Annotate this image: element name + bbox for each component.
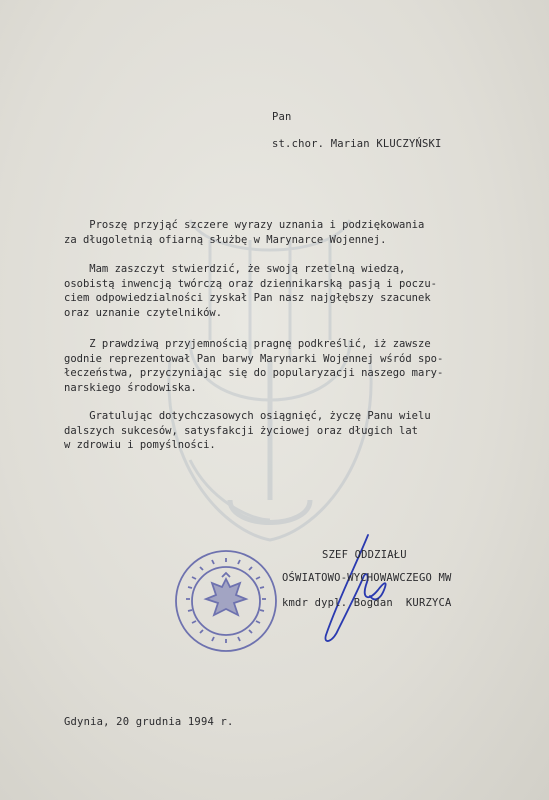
paragraph-line: łeczeństwa, przyczyniając się do popularyzacji naszego mary- bbox=[64, 367, 444, 379]
recipient-name: st.chor. Marian KLUCZYŃSKI bbox=[272, 138, 442, 150]
paragraph-line: ciem odpowiedzialności zyskał Pan nasz najgłębszy szacunek bbox=[64, 292, 431, 304]
paragraph-line: Mam zaszczyt stwierdzić, że swoją rzetelną wiedzą, bbox=[64, 263, 406, 275]
signature-title-line1: SZEF ODDZIAŁU bbox=[322, 549, 407, 561]
paragraph-4 bbox=[64, 409, 484, 453]
paragraph-line: godnie reprezentował Pan barwy Marynarki Wojennej wśród spo- bbox=[64, 352, 444, 365]
paragraph-line: Proszę przyjąć szczere wyrazy uznania i podziękowania bbox=[64, 219, 425, 231]
paragraph-3 bbox=[64, 337, 484, 395]
paragraph-line: za długoletnią ofiarną służbę w Marynarce Wojennej. bbox=[64, 233, 387, 246]
paragraph-line: narskiego środowiska. bbox=[64, 381, 197, 394]
paragraph-line: Gratulując dotychczasowych osiągnięć, życzę Panu wielu bbox=[64, 410, 431, 422]
paragraph-line: osobistą inwencją twórczą oraz dziennikarską pasją i poczu- bbox=[64, 277, 437, 290]
paragraph-line: Z prawdziwą przyjemnością pragnę podkreślić, iż zawsze bbox=[64, 338, 431, 350]
paragraph-line: oraz uznanie czytelników. bbox=[64, 306, 223, 319]
signature-title-line2: OŚWIATOWO-WYCHOWAWCZEGO MW bbox=[282, 572, 452, 584]
recipient-salutation: Pan bbox=[272, 111, 292, 123]
handwritten-signature-icon bbox=[308, 530, 398, 650]
paragraph-1 bbox=[64, 218, 484, 247]
paragraph-line: dalszych sukcesów, satysfakcji życiowej oraz długich lat bbox=[64, 424, 419, 437]
signatory-name: kmdr dypl. Bogdan KURZYCA bbox=[282, 597, 452, 609]
eagle-seal-stamp-icon bbox=[172, 547, 280, 655]
paragraph-line: w zdrowiu i pomyślności. bbox=[64, 439, 216, 451]
paragraph-2 bbox=[64, 262, 484, 320]
place-date: Gdynia, 20 grudnia 1994 r. bbox=[64, 716, 234, 728]
